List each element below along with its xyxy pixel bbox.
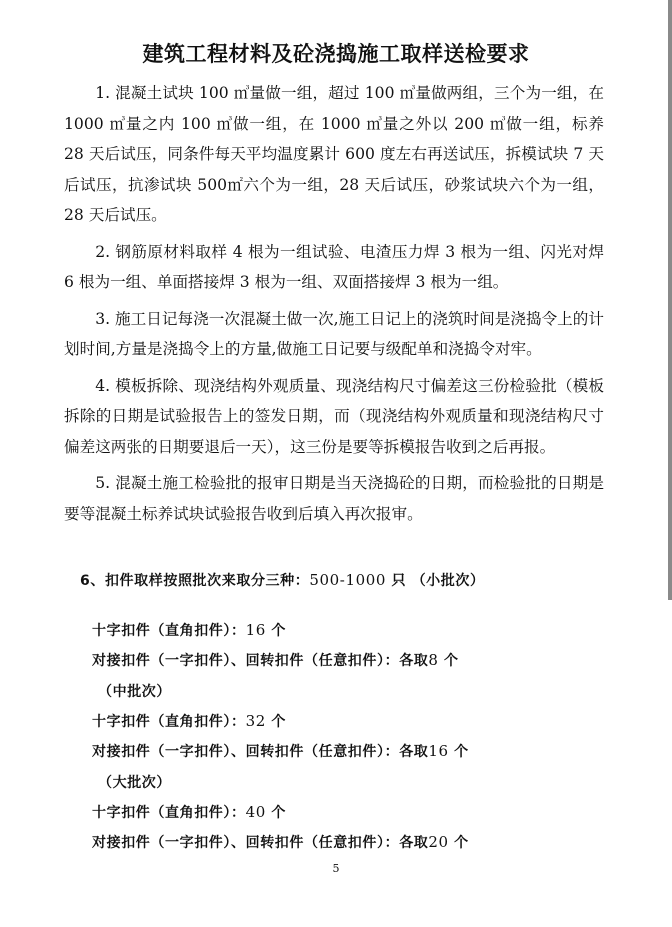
- medium-other-line: 对接扣件（一字扣件）、回转扣件（任意扣件）：各取16 个: [92, 742, 469, 760]
- small-other-line: 对接扣件（一字扣件）、回转扣件（任意扣件）：各取8 个: [92, 651, 459, 669]
- paragraph-1: 1. 混凝土试块 100 ㎥量做一组，超过 100 ㎥量做两组，三个为一组，在 1000 ㎥量之内 100 ㎥做一组，在 1000 ㎥量之外以 200 ㎥做一组，标养 28 天后试压，同条件每天平均温度累计 600 度左右再送试压，拆模试块 7 天后试压，抗渗试块 500㎡六个为一组，28 天后试压，砂浆试块六个为一组，28 天后试压。: [64, 84, 604, 224]
- large-other-line: 对接扣件（一字扣件）、回转扣件（任意扣件）：各取20 个: [92, 833, 469, 851]
- fastener-heading: 6、扣件取样按照批次来取分三种：500-1000 只 （小批次）: [80, 571, 485, 589]
- scroll-edge-bar: [668, 0, 672, 600]
- requirements-body: [64, 78, 604, 535]
- paragraph-2: 2. 钢筋原材料取样 4 根为一组试验、电渣压力焊 3 根为一组、闪光对焊 6 根为一组、单面搭接焊 3 根为一组、双面搭接焊 3 根为一组。: [64, 242, 604, 291]
- large-batch-label: （大批次）: [98, 775, 171, 791]
- fastener-sampling-list: [64, 570, 624, 860]
- paragraph-5: 5. 混凝土施工检验批的报审日期是当天浇捣砼的日期，而检验批的日期是要等混凝土标养试块试验报告收到后填入再次报审。: [64, 474, 604, 523]
- large-cross-line: 十字扣件（直角扣件）：40 个: [92, 803, 286, 821]
- small-cross-line: 十字扣件（直角扣件）：16 个: [92, 621, 286, 639]
- paragraph-4: 4. 模板拆除、现浇结构外观质量、现浇结构尺寸偏差这三份检验批（模板拆除的日期是试验报告上的签发日期，而（现浇结构外观质量和现浇结构尺寸偏差这两张的日期要退后一天），这三份是要等拆模报告收到之后再报。: [64, 376, 604, 456]
- medium-cross-line: 十字扣件（直角扣件）：32 个: [92, 712, 286, 730]
- paragraph-3: 3. 施工日记每浇一次混凝土做一次,施工日记上的浇筑时间是浇捣令上的计划时间,方量是浇捣令上的方量,做施工日记要与级配单和浇捣令对牢。: [64, 309, 604, 358]
- medium-batch-label: （中批次）: [98, 684, 171, 700]
- document-title: 建筑工程材料及砼浇捣施工取样送检要求: [142, 42, 530, 66]
- page-number: 5: [332, 862, 340, 875]
